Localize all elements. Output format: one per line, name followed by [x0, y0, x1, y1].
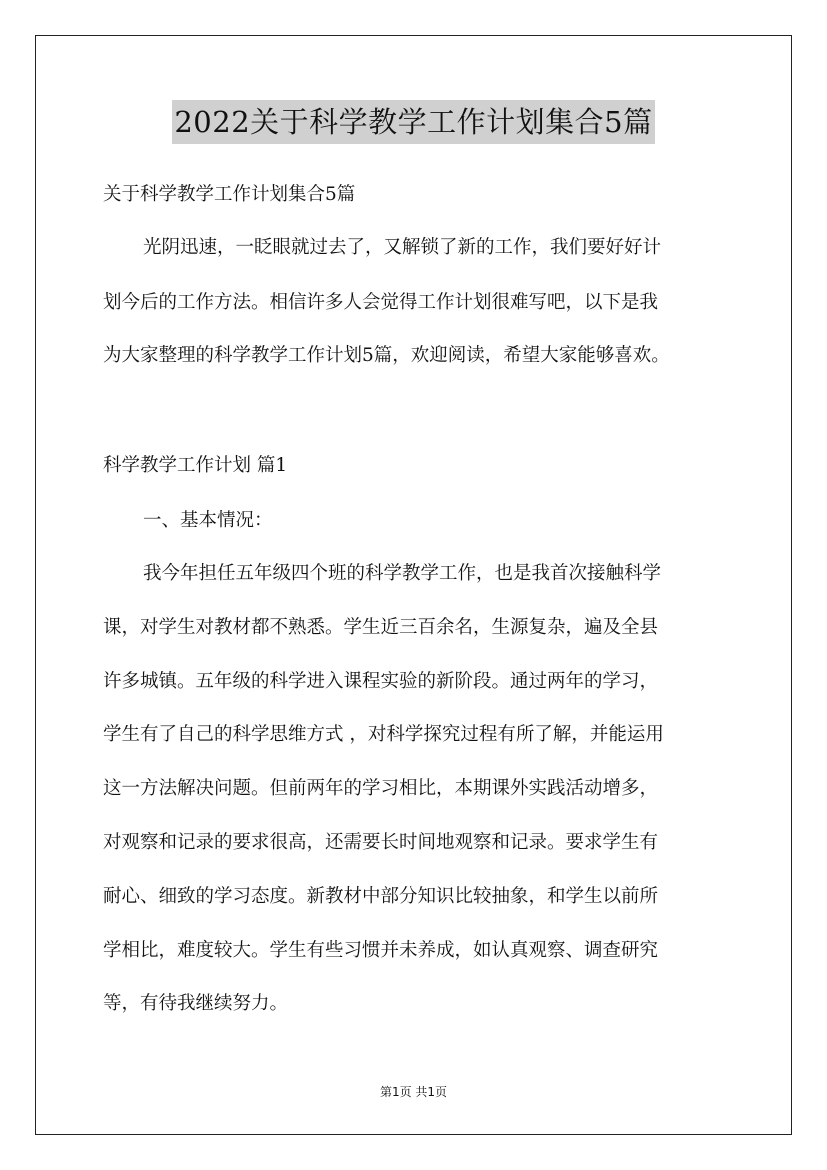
body-line-4: 学生有了自己的科学思维方式 ，对科学探究过程有所了解，并能运用	[103, 724, 664, 745]
document-subtitle: 关于科学教学工作计划集合5篇	[103, 184, 356, 205]
body-line-3: 许多城镇。五年级的科学进入课程实验的新阶段。通过两年的学习，	[103, 671, 659, 692]
subsection-heading: 一、基本情况：	[143, 510, 273, 531]
document-title-wrapper	[0, 100, 827, 144]
intro-line-3: 为大家整理的科学教学工作计划5篇，欢迎阅读，希望大家能够喜欢。	[103, 345, 670, 366]
body-line-8: 学相比，难度较大。学生有些习惯并未养成，如认真观察、调查研究	[103, 940, 659, 961]
document-title: 2022关于科学教学工作计划集合5篇	[172, 100, 654, 144]
section-heading: 科学教学工作计划 篇1	[103, 455, 288, 476]
body-line-1: 我今年担任五年级四个班的科学教学工作，也是我首次接触科学	[143, 563, 662, 584]
intro-line-2: 划今后的工作方法。相信许多人会觉得工作计划很难写吧，以下是我	[103, 292, 659, 313]
intro-line-1: 光阴迅速，一眨眼就过去了，又解锁了新的工作，我们要好好计	[143, 237, 662, 258]
page-footer: 第1页 共1页	[379, 1085, 448, 1099]
body-line-9: 等，有待我继续努力。	[103, 993, 289, 1014]
body-line-2: 课，对学生对教材都不熟悉。学生近三百余名，生源复杂，遍及全县	[103, 617, 659, 638]
body-line-7: 耐心、细致的学习态度。新教材中部分知识比较抽象，和学生以前所	[103, 886, 659, 907]
body-line-5: 这一方法解决问题。但前两年的学习相比，本期课外实践活动增多，	[103, 778, 659, 799]
body-line-6: 对观察和记录的要求很高，还需要长时间地观察和记录。要求学生有	[103, 832, 659, 853]
